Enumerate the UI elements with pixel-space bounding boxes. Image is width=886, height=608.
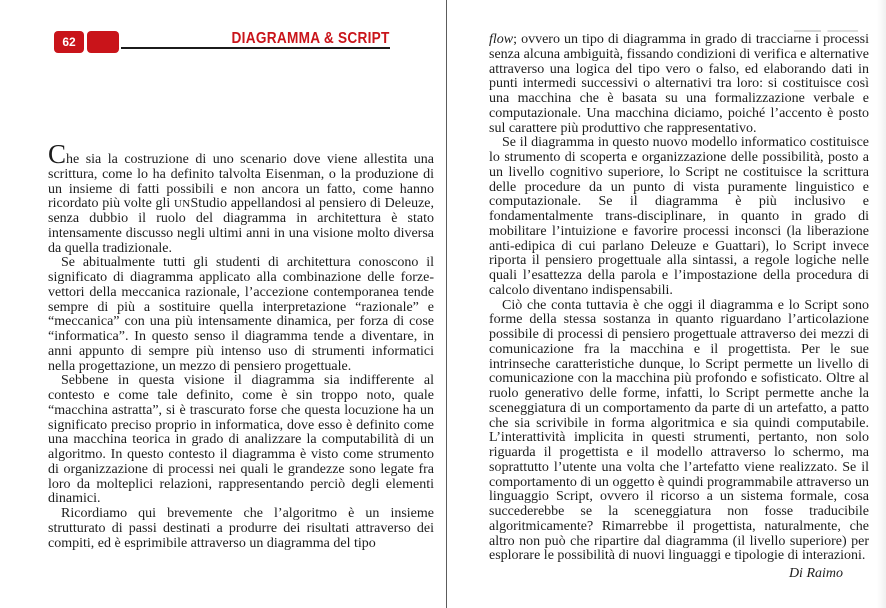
- text-run: Studio appellandosi al pensiero di Deleuze, senza dubbio il ruolo del diagramma in architettura è stato intensamente discusso negli ultimi anni in una visione molto diversa da quella tradizionale.: [48, 196, 434, 256]
- page-gutter-divider: [446, 0, 447, 608]
- paragraph: [48, 507, 434, 551]
- right-page-body: [489, 33, 869, 564]
- author-signature: Di Raimo: [788, 566, 843, 581]
- text-run: he sia la costruzione di uno scenario dove viene allestita una scrittura, come lo ha definito talvolta Eisenman, o la produzione di un insieme di fatti possibili e non ancora un fatto, come hanno ricordato più volte gli: [48, 152, 434, 212]
- paragraph: [48, 256, 434, 374]
- left-page-body: [48, 139, 434, 551]
- text-run: flow: [489, 32, 514, 47]
- paragraph: [489, 33, 869, 136]
- text-run: C: [48, 139, 67, 169]
- page-number-badge: [54, 31, 84, 53]
- paragraph: [489, 136, 869, 298]
- text-run: Ricordiamo qui brevemente che l’algoritmo è un insieme strutturato di passi destinati a produrre dei risultati attraverso dei compiti, ed è esprimibile attraverso un diagramma del tipo: [48, 506, 434, 551]
- page-title: DIAGRAMMA & SCRIPT: [231, 30, 390, 47]
- text-run: Se abitualmente tutti gli studenti di architettura conoscono il significato di diagramma applicato alla combinazione delle forze-vettori della meccanica razionale, l’accezione contemporanea tende sempre di più a sostituire quella interpretazione “razionale” e “meccanica” con una più intensamente dinamica, per forza di cose “informatica”. In questo senso il diagramma tende a diventare, in anni appunto di sempre più intenso uso di strumenti informatici nella progettazione, un mezzo di pensiero progettuale.: [48, 255, 434, 374]
- decorative-badge: [87, 31, 119, 53]
- text-run: Sebbene in questa visione il diagramma sia indifferente al contesto e come tale definito, come è sin troppo noto, quale “macchina astratta”, si è trascurato forse che questa locuzione ha un significato preciso proprio in informatica, dove esso è definito come una macchina teorica in grado di analizzare la computabilità di un algoritmo. In questo contesto il diagramma è visto come strumento di organizzazione di processi nei quali le grandezze sono legate fra loro da molteplici relazioni, rappresentando perciò degli elementi dinamici.: [48, 373, 434, 507]
- text-run: Se il diagramma in questo nuovo modello informatico costituisce lo strumento di scoperta e organizzazione delle possibilità, posto a un livello cognitivo superiore, lo Script ne costituisce la scrittura delle procedure da un punto di vista puramente linguistico e computazionale. Se il diagramma è più inclusivo e fondamentalmente trans-disciplinare, in quanto in grado di mobilitare l’intuizione e favorire processi inconsci (la liberazione anti-edipica di cui parlano Deleuze e Guattari), lo Script invece riporta il pensiero progettuale alla sintassi, a regole logiche nelle quali l’esattezza della parola e l’impostazione della procedura di calcolo diventano indispensabili.: [489, 135, 869, 298]
- text-run: ; ovvero un tipo di diagramma in grado di tracciarne i processi senza alcuna ambiguità, fissando condizioni di verifica e alternative attraverso una logica del tipo vero o falso, ed elaborando dati in punti intermedi successivi o alternativi tra loro: si costituisce così una macchina che è basata su una formalizzazione verbale e computazionale. Una macchina diciamo, poiché l’accento è posto sul carattere più produttivo che rappresentativo.: [489, 32, 869, 136]
- paragraph: [48, 139, 434, 256]
- text-run: Ciò che conta tuttavia è che oggi il diagramma e lo Script sono forme della stessa sostanza in quanto riguardano l’articolazione possibile di processi di pensiero progettuale attraverso dei mezzi di comunicazione fra la macchina e il progettista. Per le sue intrinseche caratteristiche dunque, lo Script permette un livello di comunicazione con la macchina più profondo e sofisticato. Oltre al ruolo generativo delle forme, infatti, lo Script permette anche la sceneggiatura di un comportamento da parte di un artefatto, a patto che sia scrivibile in forma algoritmica e sia quindi computabile. L’interattività implicita in questi strumenti, pertanto, non solo riguarda il progettista e il modello attraverso lo schermo, ma soprattutto l’utente una volta che l’artefatto viene realizzato. Se il comportamento di un oggetto è quindi programmabile attraverso un linguaggio Script, ovvero il ricorso a un sistema formale, cosa succederebbe se la sceneggiatura non fosse traducibile algoritmicamente? Rimarrebbe il progettista, naturalmente, che altro non può che ripartire dal diagramma (il livello superiore) per esplorare le possibilità di nuovi linguaggi e tipologie di interazioni.: [489, 297, 869, 564]
- text-run: UN: [173, 198, 191, 211]
- page-number: 62: [62, 35, 76, 49]
- scan-edge-shade: [877, 0, 886, 608]
- paragraph: [489, 299, 869, 565]
- paragraph: [48, 374, 434, 507]
- left-page: [48, 139, 434, 551]
- right-page: [489, 33, 869, 582]
